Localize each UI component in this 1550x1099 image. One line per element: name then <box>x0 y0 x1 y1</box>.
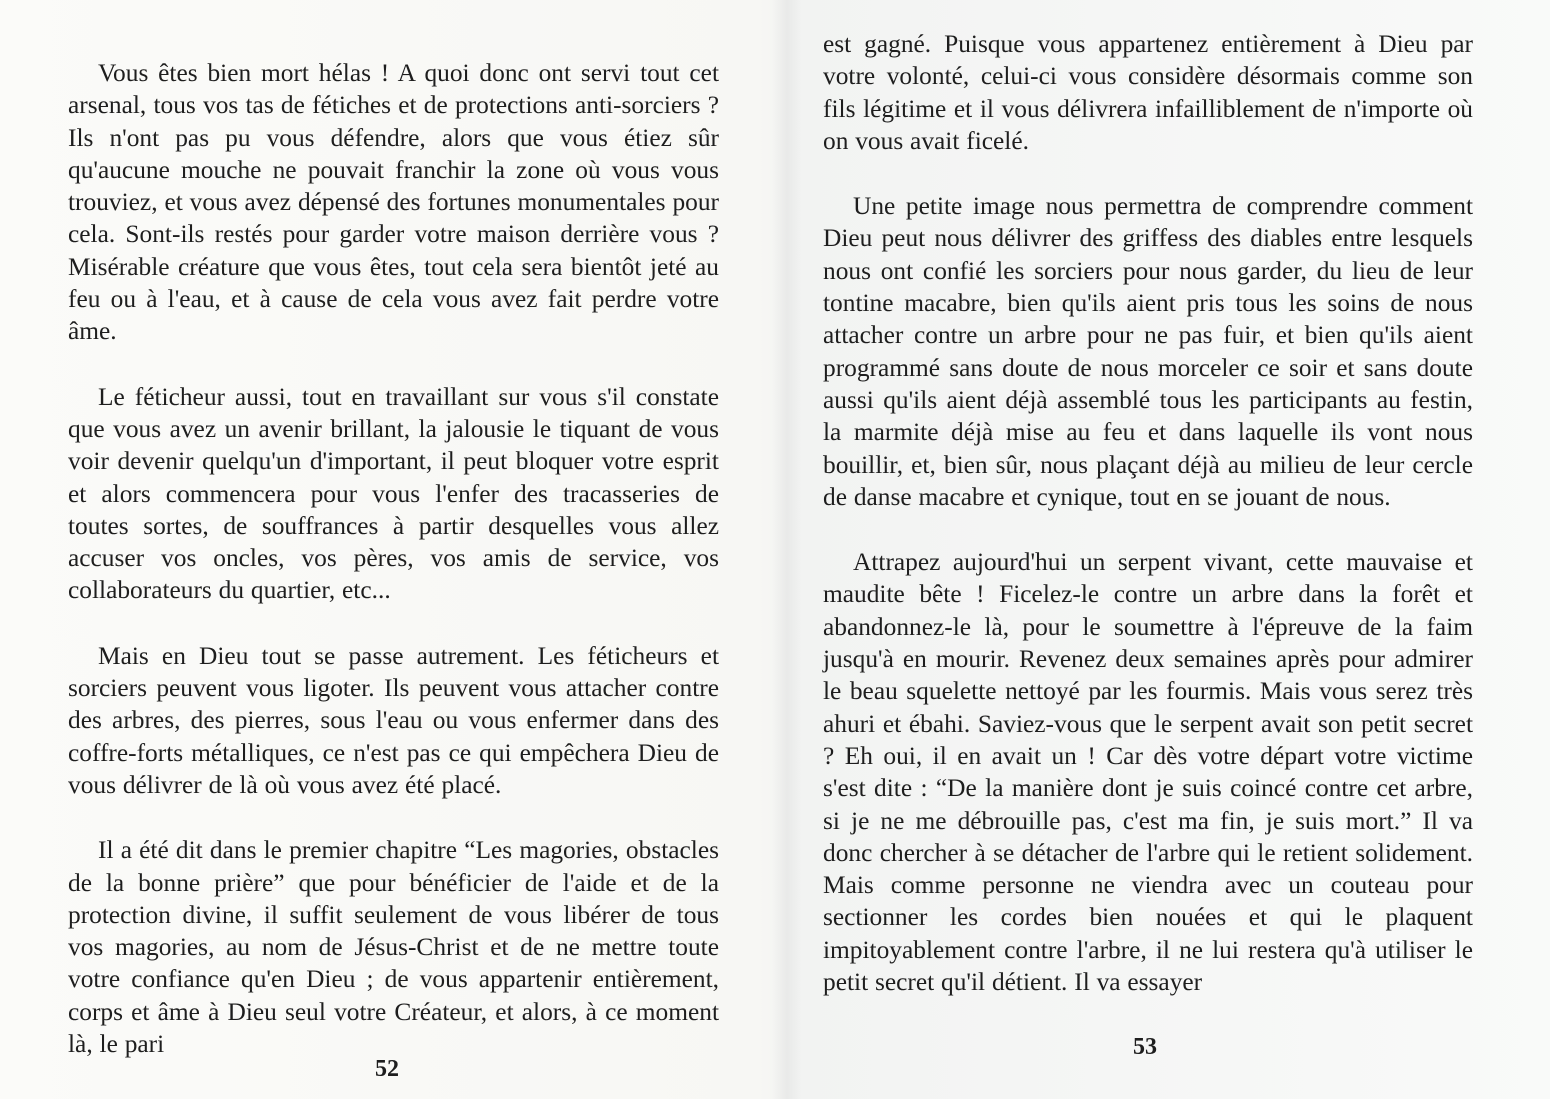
left-paragraph-3: Mais en Dieu tout se passe autrement. Les féticheurs et sorciers peuvent vous ligoter. Ils peuvent vous attacher contre des arbres, des pierres, sous l'eau ou vous enfermer dans des coffre-forts métalliques, ce n'est pas ce qui empêchera Dieu de vous délivrer de là où vous avez été placé. <box>68 641 719 799</box>
left-paragraph-4: Il a été dit dans le premier chapitre “Les magories, obstacles de la bonne prière” que pour bénéficier de l'aide et de la protection divine, il suffit seulement de vous libérer de tous vos magories, au nom de Jésus-Christ et de ne mettre toute votre confiance qu'en Dieu ; de vous appartenir entièrement, corps et âme à Dieu seul votre Créateur, et alors, à ce moment là, le pari <box>68 836 719 1059</box>
left-page-text <box>68 57 719 1060</box>
left-paragraph-2: Le féticheur aussi, tout en travaillant sur vous s'il constate que vous avez un avenir brillant, la jalousie le tiquant de vous voir devenir quelqu'un d'important, il peut bloquer votre esprit et alors commencera pour vous l'enfer des tracasseries de toutes sortes, de souffrances à partir desquelles vous allez accuser vos oncles, vos pères, vos amis de service, vos collaborateurs du quartier, etc... <box>68 382 719 605</box>
left-paragraph-1: Vous êtes bien mort hélas ! A quoi donc ont servi tout cet arsenal, tous vos tas de fétiches et de protections anti-sorciers ? Ils n'ont pas pu vous défendre, alors que vous étiez sûr qu'aucune mouche ne pouvait franchir la zone où vous vous trouviez, et vous avez dépensé des fortunes monumentales pour cela. Sont-ils restés pour garder votre maison derrière vous ? Misérable créature que vous êtes, tout cela sera bientôt jeté au feu ou à l'eau, et à cause de cela vous avez fait perdre votre âme. <box>68 59 719 346</box>
right-paragraph-2: Une petite image nous permettra de comprendre comment Dieu peut nous délivrer des griffess des diables entre lesquels nous ont confié les sorciers pour nous garder, du lieu de leur tontine macabre, bien qu'ils aient pris tous les soins de nous attacher contre un arbre pour ne pas fuir, et bien qu'ils aient programmé sans doute de nous morceler ce soir et sans doute aussi qu'ils aient déjà assemblé tous les participants au festin, la marmite déjà mise au feu et dans laquelle ils vont nous bouillir, et, bien sûr, nous plaçant déjà au milieu de leur cercle de danse macabre et cynique, tout en se jouant de nous. <box>823 192 1473 511</box>
right-page-text <box>823 28 1473 998</box>
page-number-left: 52 <box>375 1056 399 1082</box>
right-page <box>775 0 1550 1099</box>
right-paragraph-3: Attrapez aujourd'hui un serpent vivant, cette mauvaise et maudite bête ! Ficelez-le contre un arbre dans la forêt et abandonnez-le là, pour le soumettre à l'épreuve de la faim jusqu'à en mourir. Revenez deux semaines après pour admirer le beau squelette nettoyé par les fourmis. Mais vous serez très ahuri et ébahi. Saviez-vous que le serpent avait son petit secret ? Eh oui, il en avait un ! Car dès votre départ votre victime s'est dite : “De la manière dont je suis coincé contre cet arbre, si je ne me débrouille pas, c'est ma fin, je suis mort.” Il va donc chercher à se détacher de l'arbre qui le retient solidement. Mais comme personne ne viendra avec un couteau pour sectionner les cordes bien nouées et qui le plaquent impitoyablement contre l'arbre, il ne lui restera qu'à utiliser le petit secret qu'il détient. Il va essayer <box>823 548 1473 997</box>
right-paragraph-1: est gagné. Puisque vous appartenez entièrement à Dieu par votre volonté, celui-ci vous considère désormais comme son fils légitime et il vous délivrera infailliblement de n'importe où on vous avait ficelé. <box>823 30 1473 155</box>
page-number-right: 53 <box>1133 1034 1157 1060</box>
